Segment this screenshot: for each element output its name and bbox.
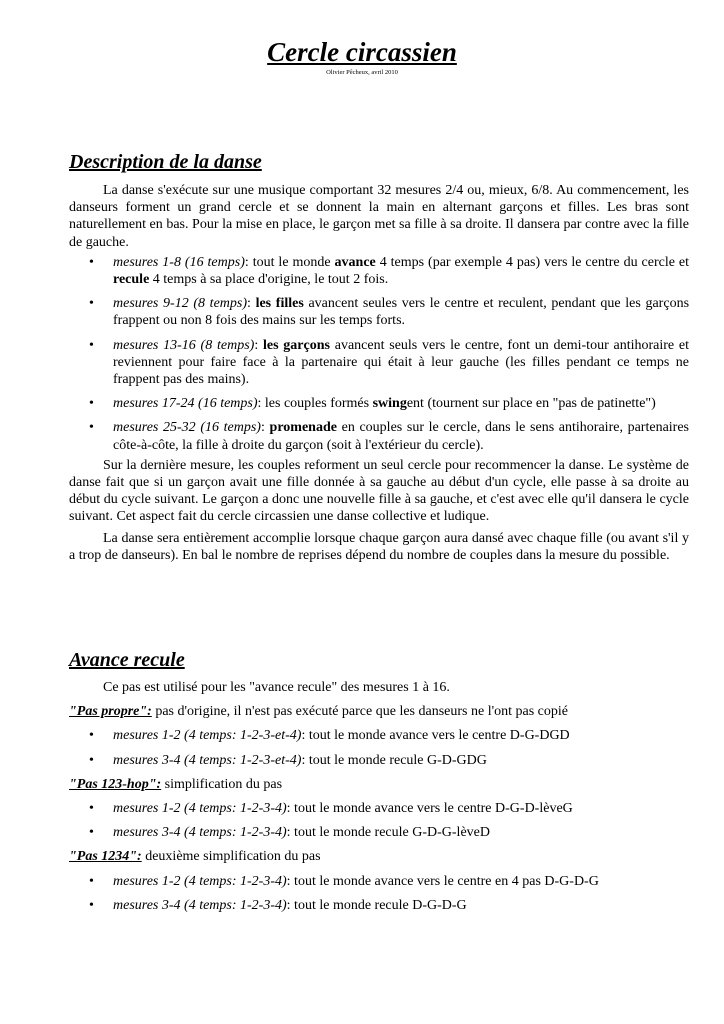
variant-label: "Pas 123-hop":	[69, 776, 162, 792]
bullet-icon: •	[89, 897, 94, 913]
step-list	[69, 727, 689, 768]
cycle-paragraph: Sur la dernière mesure, les couples reforment un seul cercle pour recommencer la danse. Le système de danse fait que si un garçon avait une fille donnée à sa gauche au début d'un cycle, elle passe à sa droite au début du cycle suivant. Le garçon a donc une nouvelle fille à sa gauche, et c'est avec elle qu'il dansera le cycle suivant. Cet aspect fait du cercle circassien une danse collective et ludique.	[69, 457, 689, 525]
section-heading-avance-recule: Avance recule	[69, 649, 185, 671]
bullet-icon: •	[89, 420, 94, 436]
avance-recule-intro: Ce pas est utilisé pour les "avance recule" des mesures 1 à 16.	[103, 680, 450, 695]
variant-label: "Pas 1234":	[69, 849, 142, 865]
variant-description: deuxième simplification du pas	[141, 849, 321, 865]
list-item: • mesures 3-4 (4 temps: 1-2-3-4): tout le monde recule G-D-G-lèveD	[89, 825, 490, 841]
variant-description: pas d'origine, il n'est pas exécuté parce que les danseurs ne l'ont pas copié	[151, 704, 568, 720]
list-item: • mesures 1-2 (4 temps: 1-2-3-4): tout le monde avance vers le centre D-G-D-lèveG	[89, 801, 573, 817]
step-variant-pas-123-hop	[69, 776, 689, 793]
bullet-icon: •	[89, 337, 94, 353]
variant-description: simplification du pas	[161, 776, 283, 792]
bullet-icon: •	[89, 825, 94, 841]
step-variant-pas-propre	[69, 703, 689, 720]
document-title: Cercle circassien	[267, 37, 457, 67]
bullet-icon: •	[89, 752, 94, 768]
bullet-icon: •	[89, 801, 94, 817]
list-item: • mesures 1-2 (4 temps: 1-2-3-et-4): tout le monde avance vers le centre D-G-DGD	[89, 728, 570, 744]
list-item: • mesures 3-4 (4 temps: 1-2-3-4): tout le monde recule D-G-D-G	[89, 897, 467, 913]
step-list	[69, 873, 689, 914]
bullet-icon: •	[89, 873, 94, 889]
section-body-description	[69, 182, 689, 564]
bullet-icon: •	[89, 296, 94, 312]
bullet-icon: •	[89, 396, 94, 412]
step-list	[69, 800, 689, 841]
list-item: • mesures 13-16 (8 temps): les garçons avancent seuls vers le centre, font un demi-tour antihoraire et reviennent pour faire face à la partenaire qui était à leur gauche (les filles pendant ce temps ne frappent pas des mains).	[89, 337, 689, 388]
measure-list	[69, 254, 689, 454]
variant-label: "Pas propre":	[69, 704, 152, 720]
list-item: • mesures 1-2 (4 temps: 1-2-3-4): tout le monde avance vers le centre en 4 pas D-G-D-G	[89, 873, 599, 889]
list-item: • mesures 25-32 (16 temps): promenade en couples sur le cercle, dans le sens antihoraire, partenaires côte-à-côte, la fille à droite du garçon (soit à l'extérieur du cercle).	[89, 420, 690, 453]
list-item: • mesures 3-4 (4 temps: 1-2-3-et-4): tout le monde recule G-D-GDG	[89, 752, 487, 768]
intro-paragraph: La danse s'exécute sur une musique comportant 32 mesures 2/4 ou, mieux, 6/8. Au commencement, les danseurs forment un grand cercle et se donnent la main en alternant garçons et filles. Les bras sont naturellement en bas. Pour la mise en place, le garçon met sa fille à sa droite. Il dansera par contre avec la fille de gauche.	[69, 183, 689, 250]
document-author: Olivier Pêcheux, avril 2010	[326, 69, 398, 76]
list-item: • mesures 9-12 (8 temps): les filles avancent seules vers le centre et reculent, pendant que les garçons frappent ou non 8 fois des mains sur les temps forts.	[89, 296, 690, 329]
completion-paragraph: La danse sera entièrement accomplie lorsque chaque garçon aura dansé avec chaque fille (ou avant s'il y a trop de danseurs). En bal le nombre de reprises dépend du nombre de couples dans la mesure du possible.	[69, 530, 689, 563]
section-body-avance-recule	[69, 679, 689, 921]
bullet-icon: •	[89, 728, 94, 744]
list-item: • mesures 1-8 (16 temps): tout le monde avance 4 temps (par exemple 4 pas) vers le centre du cercle et recule 4 temps à sa place d'origine, le tout 2 fois.	[89, 254, 689, 288]
step-variant-pas-1234	[69, 848, 689, 865]
bullet-icon: •	[89, 254, 94, 270]
section-heading-description: Description de la danse	[69, 151, 262, 173]
list-item: • mesures 17-24 (16 temps): les couples formés swingent (tournent sur place en "pas de patinette")	[89, 396, 656, 412]
